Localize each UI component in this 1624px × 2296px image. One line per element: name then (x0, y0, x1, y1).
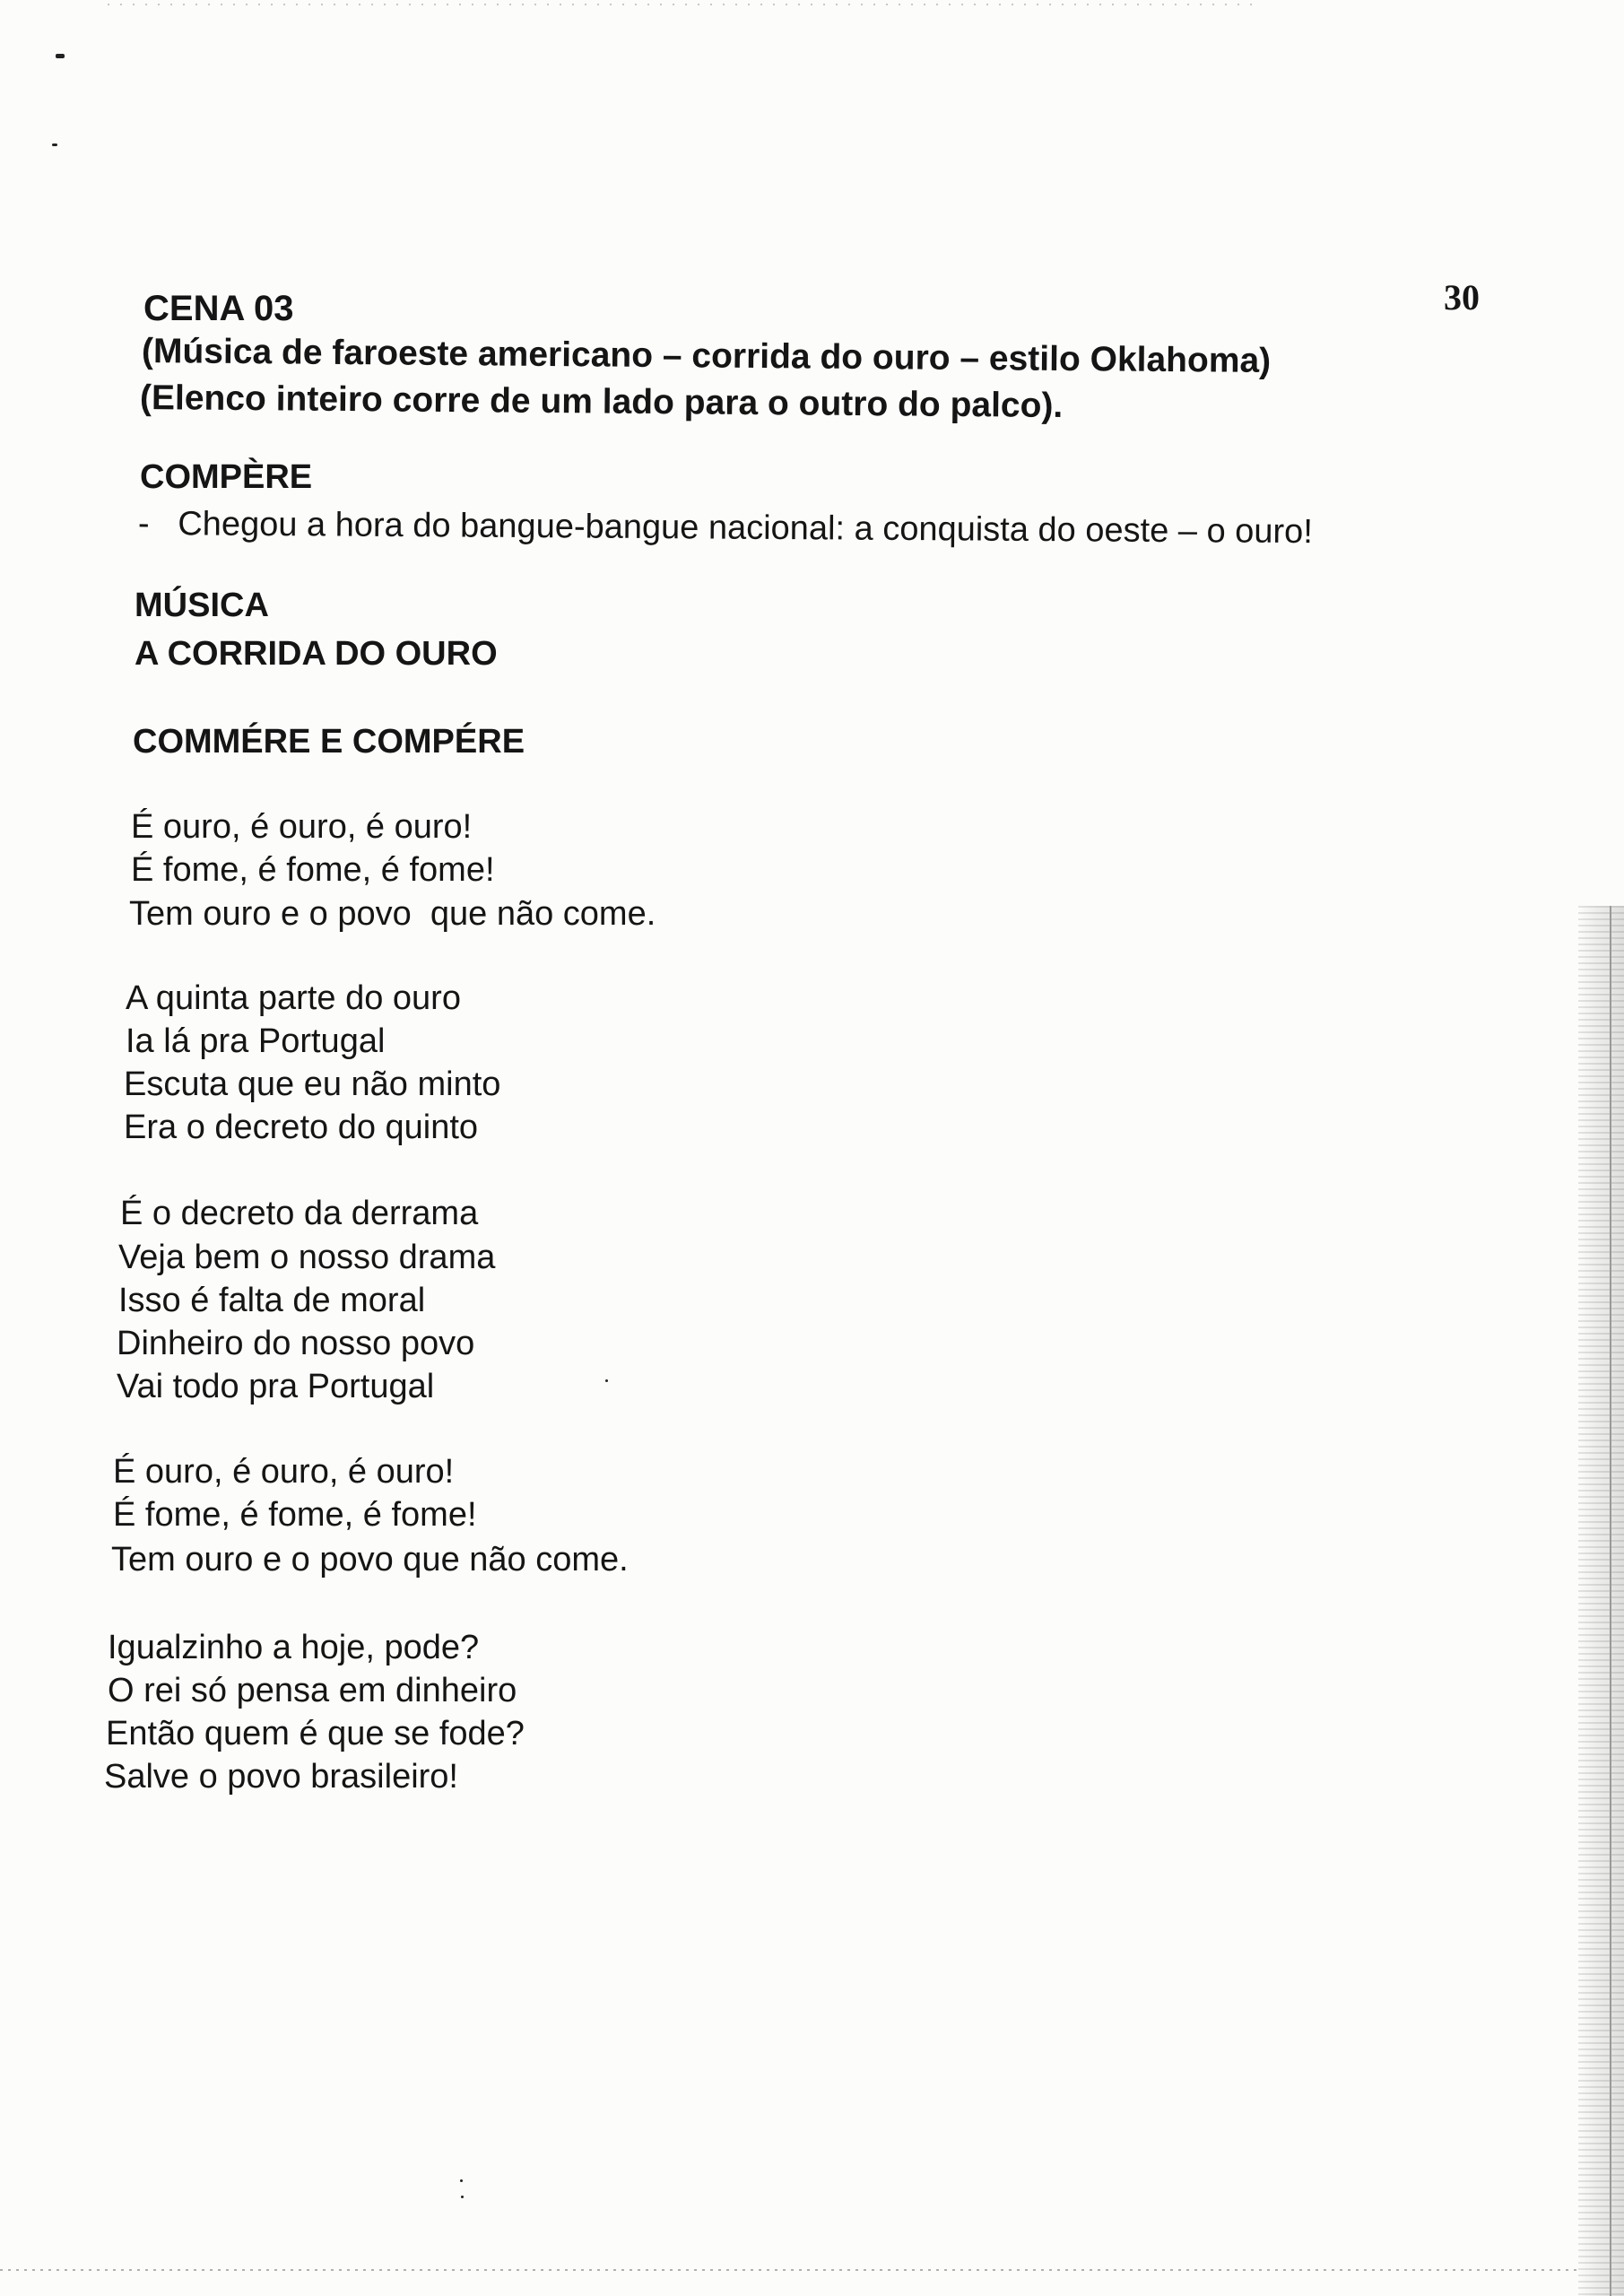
lyric-line: A quinta parte do ouro (126, 979, 461, 1017)
scene-title: CENA 03 (143, 289, 294, 328)
lyric-line: Então quem é que se fode? (106, 1715, 525, 1752)
scan-noise-bottom (0, 2269, 1578, 2271)
scan-mark (52, 144, 57, 146)
lyric-line: É o decreto da derrama (120, 1195, 479, 1232)
scan-edge-shadow (1578, 906, 1624, 2296)
lyric-line: Veja bem o nosso drama (118, 1239, 496, 1276)
scan-edge-line (1610, 906, 1611, 2296)
lyric-line: Escuta que eu não minto (124, 1065, 501, 1103)
page-number: 30 (1444, 277, 1480, 317)
stage-direction: (Música de faroeste americano – corrida do ouro – estilo Oklahoma) (141, 332, 1272, 380)
song-title: A CORRIDA DO OURO (135, 635, 498, 673)
lyric-line: Isso é falta de moral (118, 1282, 426, 1319)
singers-heading: COMMÉRE E COMPÉRE (133, 723, 525, 761)
lyric-line: Tem ouro e o povo que não come. (129, 895, 656, 933)
lyric-line: Igualzinho a hoje, pode? (108, 1629, 480, 1666)
lyric-line: É fome, é fome, é fome! (131, 851, 495, 889)
scan-noise-top (108, 4, 1255, 5)
lyric-line: Ia lá pra Portugal (126, 1022, 386, 1060)
lyric-line: É fome, é fome, é fome! (113, 1496, 477, 1534)
lyric-line: É ouro, é ouro, é ouro! (113, 1453, 455, 1491)
scan-mark (461, 2196, 464, 2198)
lyric-line: Dinheiro do nosso povo (117, 1325, 475, 1362)
scan-mark (56, 54, 65, 58)
lyric-line: Salve o povo brasileiro! (104, 1758, 458, 1796)
speaker-compere: COMPÈRE (140, 458, 313, 496)
lyric-line: O rei só pensa em dinheiro (108, 1672, 517, 1709)
stage-direction: (Elenco inteiro corre de um lado para o outro do palco). (139, 378, 1064, 425)
lyric-line: Tem ouro e o povo que não come. (111, 1541, 629, 1578)
lyric-line: Era o decreto do quinto (124, 1109, 479, 1146)
scan-mark (460, 2179, 463, 2182)
lyric-line: Vai todo pra Portugal (117, 1368, 435, 1405)
scan-mark (605, 1379, 608, 1382)
lyric-line: É ouro, é ouro, é ouro! (131, 808, 473, 846)
compere-line: - Chegou a hora do bangue-bangue nacional: a conquista do oeste – o ouro! (137, 505, 1313, 552)
music-label: MÚSICA (135, 587, 269, 624)
